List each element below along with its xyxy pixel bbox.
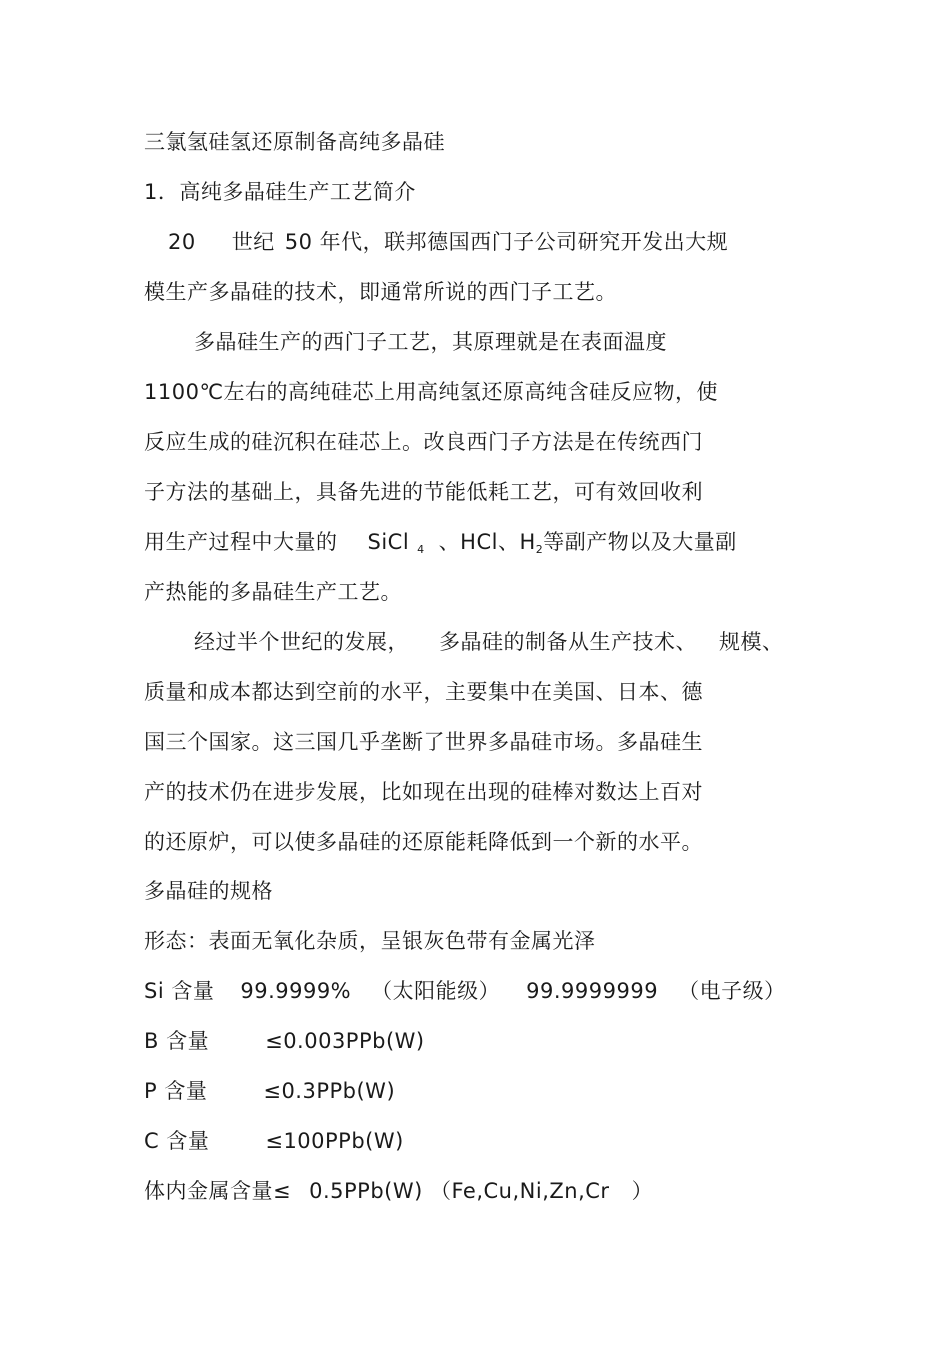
paragraph-2-line-3: 反应生成的硅沉积在硅芯上。改良西门子方法是在传统西门 bbox=[144, 430, 703, 454]
paragraph-2-line-6: 产热能的多晶硅生产工艺。 bbox=[144, 580, 402, 604]
spec-value: ） bbox=[631, 1179, 654, 1203]
spec-note: （太阳能级） bbox=[371, 979, 501, 1003]
spec-p-content bbox=[144, 1077, 395, 1105]
spec-heading: 多晶硅的规格 bbox=[144, 879, 273, 903]
spec-metal-content bbox=[144, 1177, 653, 1205]
text-run: 多晶硅的制备从生产技术、 bbox=[439, 630, 697, 654]
paragraph-3-line-5: 的还原炉，可以使多晶硅的还原能耗降低到一个新的水平。 bbox=[144, 830, 703, 854]
spec-value: ≤0.003PPb(W) bbox=[265, 1029, 425, 1053]
section-heading: 1．高纯多晶硅生产工艺简介 bbox=[144, 180, 416, 204]
spec-b-content bbox=[144, 1027, 425, 1055]
spec-label: C 含量 bbox=[144, 1129, 210, 1153]
spec-c-content bbox=[144, 1127, 404, 1155]
spec-value: 99.9999999 bbox=[526, 979, 659, 1003]
document-title: 三氯氢硅氢还原制备高纯多晶硅 bbox=[144, 130, 445, 154]
spec-note: （电子级） bbox=[678, 979, 786, 1003]
spec-value: ≤0.3PPb(W) bbox=[263, 1079, 396, 1103]
paragraph-1-line-1 bbox=[168, 228, 728, 256]
text-run: 用生产过程中大量的 bbox=[144, 530, 338, 554]
text-run: 、HCl、H bbox=[438, 530, 536, 554]
text-run: 20 bbox=[168, 230, 196, 254]
paragraph-3-line-3: 国三个国家。这三国几乎垄断了世界多晶硅市场。多晶硅生 bbox=[144, 730, 703, 754]
text-run: 等副产物以及大量副 bbox=[543, 530, 737, 554]
spec-form: 形态：表面无氧化杂质，呈银灰色带有金属光泽 bbox=[144, 929, 596, 953]
paragraph-3-line-1 bbox=[194, 628, 784, 656]
spec-value: ≤100PPb(W) bbox=[265, 1129, 404, 1153]
spec-value: 0.5PPb(W) （Fe,Cu,Ni,Zn,Cr bbox=[309, 1179, 610, 1203]
paragraph-1-line-2: 模生产多晶硅的技术，即通常所说的西门子工艺。 bbox=[144, 280, 617, 304]
paragraph-3-line-4: 产的技术仍在进步发展，比如现在出现的硅棒对数达上百对 bbox=[144, 780, 703, 804]
subscript: 2 bbox=[535, 543, 544, 556]
paragraph-2-line-2: 1100℃左右的高纯硅芯上用高纯氢还原高纯含硅反应物，使 bbox=[144, 380, 719, 404]
spec-label: 体内金属含量≤ bbox=[144, 1179, 292, 1203]
text-run: 50 年代，联邦德国西门子公司研究开发出大规 bbox=[284, 230, 729, 254]
spec-label: B 含量 bbox=[144, 1029, 210, 1053]
paragraph-3-line-2: 质量和成本都达到空前的水平，主要集中在美国、日本、德 bbox=[144, 680, 703, 704]
text-run: 世纪 bbox=[231, 230, 275, 254]
paragraph-2-line-1: 多晶硅生产的西门子工艺，其原理就是在表面温度 bbox=[194, 330, 667, 354]
spec-si-content bbox=[144, 977, 786, 1005]
spec-value: 99.9999% bbox=[240, 979, 352, 1003]
subscript: 4 bbox=[417, 543, 425, 556]
spec-label: Si 含量 bbox=[144, 979, 215, 1003]
chemical-formula: SiCl bbox=[367, 530, 410, 554]
paragraph-2-line-4: 子方法的基础上，具备先进的节能低耗工艺，可有效回收利 bbox=[144, 480, 703, 504]
paragraph-2-line-5 bbox=[144, 528, 737, 564]
text-run: 经过半个世纪的发展， bbox=[194, 630, 409, 654]
text-run: 规模、 bbox=[719, 630, 784, 654]
spec-label: P 含量 bbox=[144, 1079, 208, 1103]
